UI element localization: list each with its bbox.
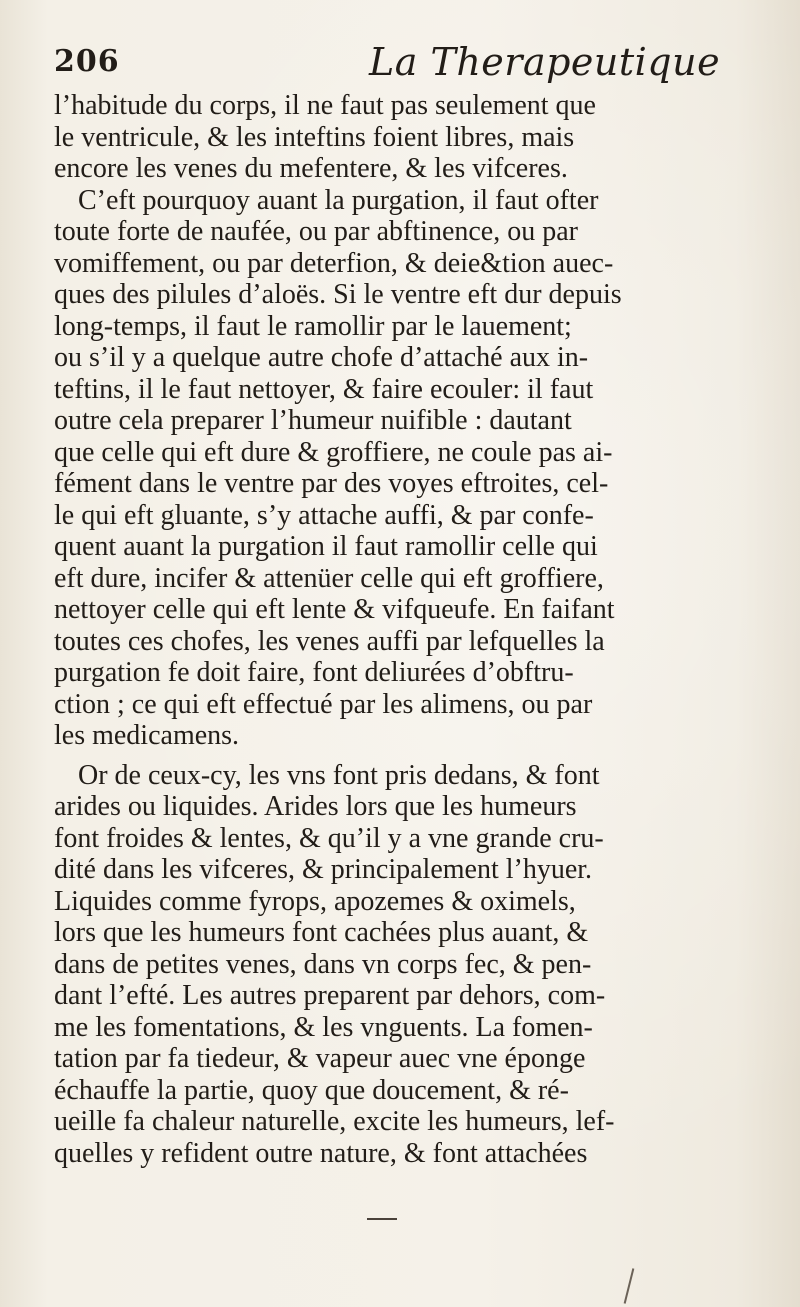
text-line: teftins, il le faut nettoyer, & faire ecouler: il faut — [54, 373, 594, 405]
text-line: toutes ces chofes, les venes auffi par lefquelles la — [54, 625, 605, 657]
text-line: ques des pilules d’aloës. Si le ventre eft dur depuis — [54, 279, 622, 310]
text-line: échauffe la partie, quoy que doucement, & ré- — [54, 1074, 569, 1106]
page-number: 206 — [54, 44, 120, 79]
text-line: vomiffement, ou par deterfion, & deie&tion auec- — [54, 247, 614, 279]
text-line: Liquides comme fyrops, apozemes & oximels, — [54, 885, 576, 917]
text-line: le ventricule, & les inteftins foient libres, mais — [54, 121, 575, 153]
text-line: dant l’efté. Les autres preparent par dehors, com- — [54, 980, 606, 1011]
page-header — [54, 40, 794, 94]
text-line: Or de ceux-cy, les vns font pris dedans, & font — [78, 759, 600, 791]
catchword-mark — [367, 1216, 407, 1222]
text-line: ueille fa chaleur naturelle, excite les humeurs, lef- — [54, 1106, 615, 1137]
text-line: font froides & lentes, & qu’il y a vne grande cru- — [54, 822, 604, 854]
text-line: nettoyer celle qui eft lente & vifqueufe. En faifant — [54, 594, 615, 625]
text-line: arides ou liquides. Arides lors que les humeurs — [54, 791, 577, 822]
text-line: toute forte de naufée, ou par abftinence, ou par — [54, 216, 578, 247]
text-line: me les fomentations, & les vnguents. La fomen- — [54, 1011, 593, 1043]
text-line: purgation fe doit faire, font deliurées d’obftru- — [54, 657, 574, 688]
running-title: La Therapeutique — [369, 40, 721, 84]
text-line: fément dans le ventre par des voyes eftroites, cel- — [54, 468, 609, 499]
text-line: lors que les humeurs font cachées plus auant, & — [54, 917, 589, 948]
text-line: que celle qui eft dure & groffiere, ne coule pas ai- — [54, 436, 613, 468]
text-line: ction ; ce qui eft effectué par les alimens, ou par — [54, 688, 593, 720]
margin-stroke — [624, 1268, 635, 1303]
text-line: tation par fa tiedeur, & vapeur auec vne éponge — [54, 1043, 586, 1074]
text-line: dité dans les vifceres, & principalement l’hyuer. — [54, 854, 593, 885]
text-line: les medicamens. — [54, 720, 240, 751]
text-line: C’eft pourquoy auant la purgation, il faut ofter — [78, 184, 599, 216]
text-line: l’habitude du corps, il ne faut pas seulement que — [54, 90, 596, 121]
paragraph-gap — [54, 752, 794, 760]
text-line: quelles y refident outre nature, & font attachées — [54, 1137, 588, 1169]
text-line: dans de petites venes, dans vn corps fec, & pen- — [54, 948, 592, 980]
text-line: quent auant la purgation il faut ramollir celle qui — [54, 531, 598, 562]
text-line: ou s’il y a quelque autre chofe d’attaché aux in- — [54, 342, 589, 373]
text-line: outre cela preparer l’humeur nuifible : dautant — [54, 405, 572, 436]
text-line: eft dure, incifer & attenüer celle qui eft groffiere, — [54, 562, 604, 594]
body-text — [54, 90, 794, 1169]
text-line: le qui eft gluante, s’y attache auffi, & par confe- — [54, 499, 594, 531]
text-line: encore les venes du mefentere, & les vifceres. — [54, 153, 568, 184]
text-line: long-temps, il faut le ramollir par le lauement; — [54, 310, 572, 342]
